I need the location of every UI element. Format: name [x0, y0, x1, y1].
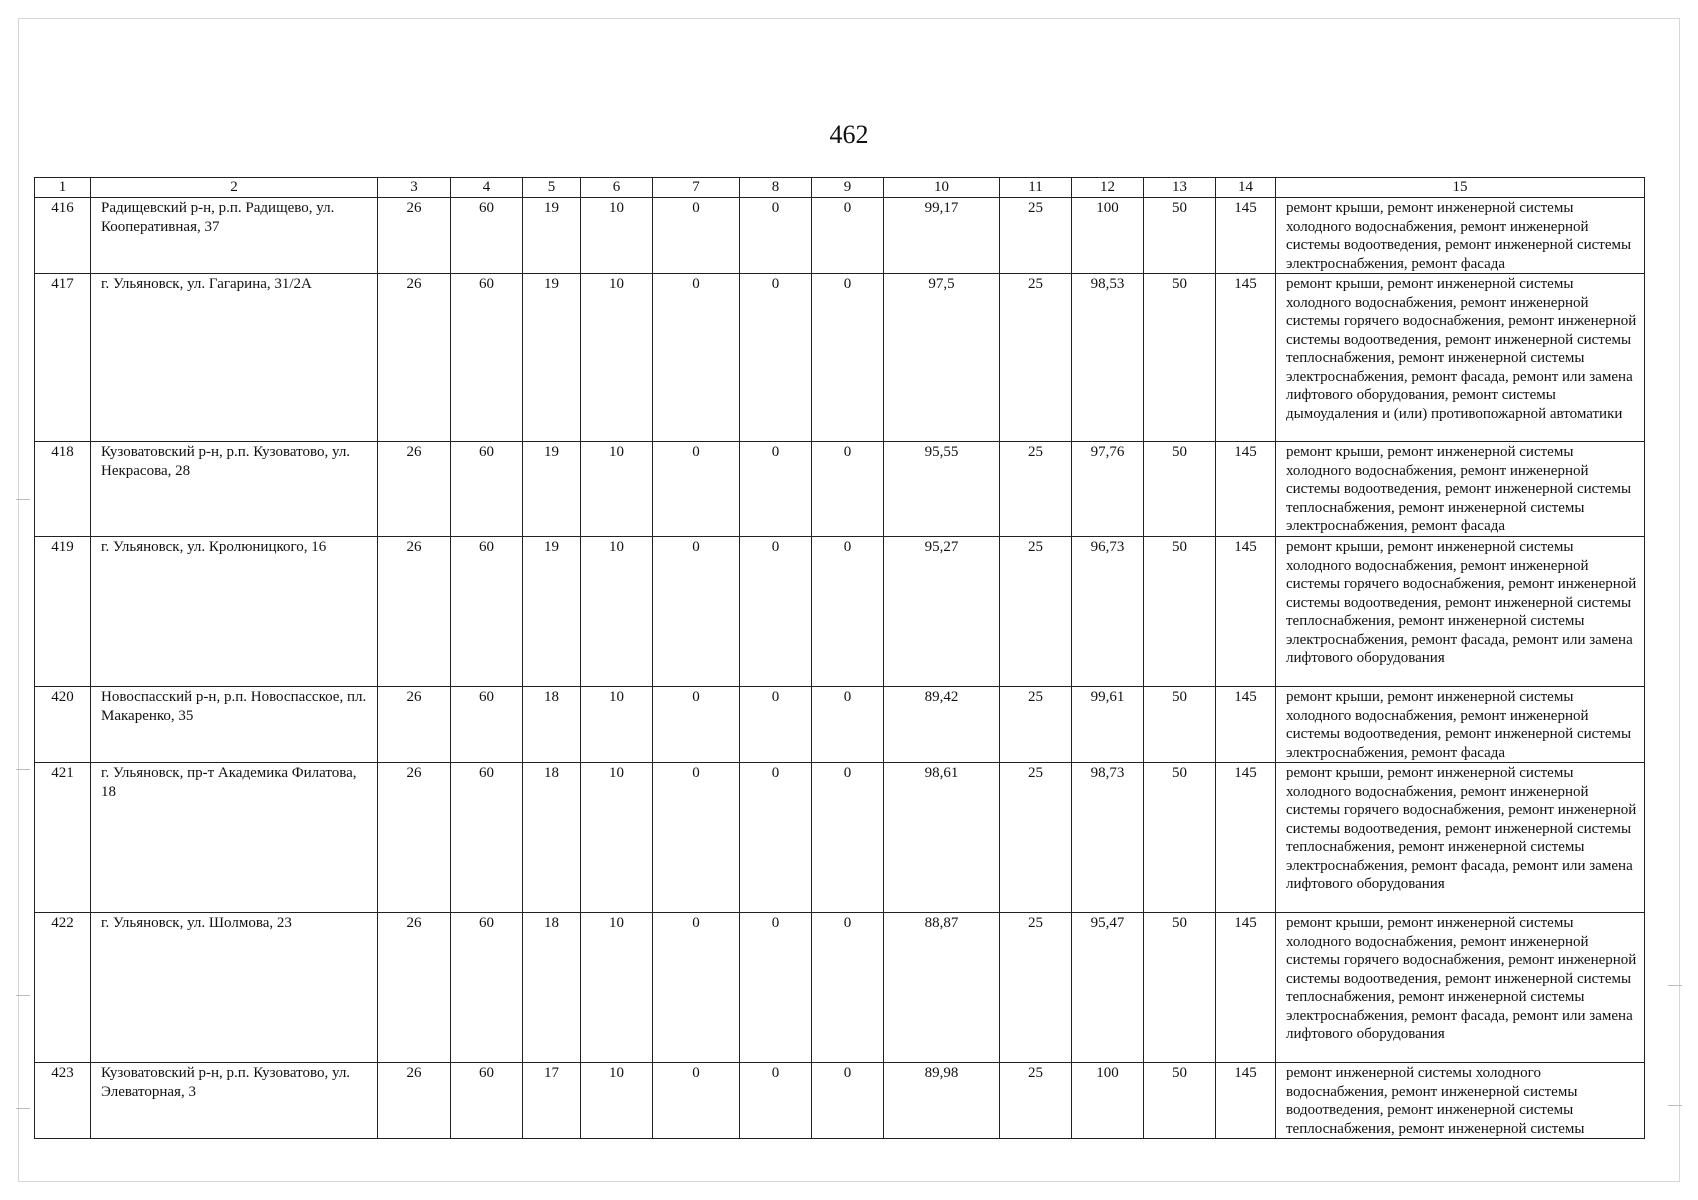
value-cell: 25 — [1000, 763, 1072, 913]
value-cell: 10 — [581, 274, 653, 442]
value-cell: 50 — [1144, 1063, 1216, 1139]
table-row — [35, 1063, 1645, 1139]
value-cell: 60 — [451, 913, 523, 1063]
value-cell: 96,73 — [1072, 537, 1144, 687]
value-cell: 26 — [378, 442, 451, 537]
value-cell: 10 — [581, 763, 653, 913]
value-cell: 0 — [812, 1063, 884, 1139]
value-cell: 0 — [653, 913, 740, 1063]
value-cell: 95,55 — [884, 442, 1000, 537]
value-cell: 18 — [523, 913, 581, 1063]
value-cell: 0 — [812, 537, 884, 687]
value-cell: 100 — [1072, 198, 1144, 274]
value-cell: 95,27 — [884, 537, 1000, 687]
address-cell: Кузоватовский р-н, р.п. Кузоватово, ул. Элеваторная, 3 — [91, 1063, 378, 1139]
value-cell: 19 — [523, 198, 581, 274]
value-cell: 145 — [1216, 913, 1276, 1063]
value-cell: 145 — [1216, 198, 1276, 274]
column-header: 6 — [581, 178, 653, 198]
value-cell: 0 — [740, 913, 812, 1063]
value-cell: 0 — [812, 274, 884, 442]
value-cell: 10 — [581, 687, 653, 763]
value-cell: 0 — [812, 687, 884, 763]
value-cell: 97,76 — [1072, 442, 1144, 537]
value-cell: 145 — [1216, 537, 1276, 687]
page-number: 462 — [829, 120, 869, 149]
row-number-cell: 418 — [35, 442, 91, 537]
scan-mark — [16, 769, 30, 770]
address-cell: г. Ульяновск, ул. Кролюницкого, 16 — [91, 537, 378, 687]
value-cell: 10 — [581, 442, 653, 537]
works-cell: ремонт инженерной системы холодного водоснабжения, ремонт инженерной системы водоотведения, ремонт инженерной системы теплоснабжения, ремонт инженерной системы — [1276, 1063, 1645, 1139]
address-cell: Новоспасский р-н, р.п. Новоспасское, пл. Макаренко, 35 — [91, 687, 378, 763]
address-cell: г. Ульяновск, ул. Гагарина, 31/2А — [91, 274, 378, 442]
column-header: 3 — [378, 178, 451, 198]
column-header: 12 — [1072, 178, 1144, 198]
value-cell: 18 — [523, 687, 581, 763]
row-number-cell: 423 — [35, 1063, 91, 1139]
value-cell: 60 — [451, 1063, 523, 1139]
works-cell: ремонт крыши, ремонт инженерной системы холодного водоснабжения, ремонт инженерной системы горячего водоснабжения, ремонт инженерной системы водоотведения, ремонт инженерной системы теплоснабжения, ремонт инженерной системы электроснабжения, ремонт фасада, ремонт или замена лифтового оборудования — [1276, 537, 1645, 687]
value-cell: 0 — [653, 537, 740, 687]
value-cell: 0 — [740, 442, 812, 537]
scan-mark — [1668, 985, 1682, 986]
value-cell: 89,42 — [884, 687, 1000, 763]
column-header: 2 — [91, 178, 378, 198]
value-cell: 18 — [523, 763, 581, 913]
value-cell: 60 — [451, 274, 523, 442]
value-cell: 10 — [581, 537, 653, 687]
value-cell: 50 — [1144, 442, 1216, 537]
table-row — [35, 913, 1645, 1063]
value-cell: 145 — [1216, 1063, 1276, 1139]
value-cell: 60 — [451, 687, 523, 763]
value-cell: 60 — [451, 537, 523, 687]
value-cell: 88,87 — [884, 913, 1000, 1063]
value-cell: 50 — [1144, 274, 1216, 442]
row-number-cell: 419 — [35, 537, 91, 687]
value-cell: 19 — [523, 537, 581, 687]
value-cell: 0 — [812, 198, 884, 274]
value-cell: 26 — [378, 687, 451, 763]
value-cell: 0 — [653, 274, 740, 442]
table-row — [35, 687, 1645, 763]
column-header: 4 — [451, 178, 523, 198]
value-cell: 100 — [1072, 1063, 1144, 1139]
column-header: 9 — [812, 178, 884, 198]
value-cell: 10 — [581, 1063, 653, 1139]
row-number-cell: 421 — [35, 763, 91, 913]
value-cell: 0 — [812, 913, 884, 1063]
column-header: 11 — [1000, 178, 1072, 198]
works-cell: ремонт крыши, ремонт инженерной системы холодного водоснабжения, ремонт инженерной системы горячего водоснабжения, ремонт инженерной системы водоотведения, ремонт инженерной системы теплоснабжения, ремонт инженерной системы электроснабжения, ремонт фасада, ремонт или замена лифтового оборудования — [1276, 913, 1645, 1063]
value-cell: 0 — [653, 198, 740, 274]
value-cell: 25 — [1000, 274, 1072, 442]
value-cell: 0 — [812, 763, 884, 913]
value-cell: 26 — [378, 537, 451, 687]
value-cell: 99,17 — [884, 198, 1000, 274]
row-number-cell: 417 — [35, 274, 91, 442]
value-cell: 25 — [1000, 537, 1072, 687]
value-cell: 145 — [1216, 763, 1276, 913]
value-cell: 19 — [523, 274, 581, 442]
value-cell: 145 — [1216, 442, 1276, 537]
value-cell: 25 — [1000, 198, 1072, 274]
value-cell: 0 — [740, 274, 812, 442]
value-cell: 25 — [1000, 913, 1072, 1063]
row-number-cell: 416 — [35, 198, 91, 274]
value-cell: 50 — [1144, 913, 1216, 1063]
column-header: 13 — [1144, 178, 1216, 198]
table-row — [35, 274, 1645, 442]
value-cell: 0 — [653, 763, 740, 913]
value-cell: 17 — [523, 1063, 581, 1139]
column-header: 7 — [653, 178, 740, 198]
value-cell: 98,73 — [1072, 763, 1144, 913]
value-cell: 60 — [451, 198, 523, 274]
scan-mark — [1668, 1105, 1682, 1106]
table-header — [35, 178, 1645, 198]
row-number-cell: 420 — [35, 687, 91, 763]
repair-registry-table — [34, 177, 1645, 1139]
scan-mark — [16, 995, 30, 996]
column-header: 8 — [740, 178, 812, 198]
table-body — [35, 198, 1645, 1139]
works-cell: ремонт крыши, ремонт инженерной системы холодного водоснабжения, ремонт инженерной системы горячего водоснабжения, ремонт инженерной системы водоотведения, ремонт инженерной системы теплоснабжения, ремонт инженерной системы электроснабжения, ремонт фасада, ремонт или замена лифтового оборудования, ремонт системы дымоудаления и (или) противопожарной автоматики — [1276, 274, 1645, 442]
table-row — [35, 537, 1645, 687]
address-cell: Кузоватовский р-н, р.п. Кузоватово, ул. Некрасова, 28 — [91, 442, 378, 537]
value-cell: 0 — [653, 442, 740, 537]
row-number-cell: 422 — [35, 913, 91, 1063]
table-row — [35, 763, 1645, 913]
column-header: 5 — [523, 178, 581, 198]
value-cell: 26 — [378, 913, 451, 1063]
table-row — [35, 198, 1645, 274]
value-cell: 0 — [740, 198, 812, 274]
value-cell: 145 — [1216, 274, 1276, 442]
value-cell: 26 — [378, 274, 451, 442]
works-cell: ремонт крыши, ремонт инженерной системы холодного водоснабжения, ремонт инженерной системы водоотведения, ремонт инженерной системы электроснабжения, ремонт фасада — [1276, 687, 1645, 763]
value-cell: 98,61 — [884, 763, 1000, 913]
value-cell: 89,98 — [884, 1063, 1000, 1139]
value-cell: 0 — [740, 537, 812, 687]
address-cell: г. Ульяновск, пр-т Академика Филатова, 18 — [91, 763, 378, 913]
value-cell: 0 — [740, 763, 812, 913]
value-cell: 10 — [581, 198, 653, 274]
value-cell: 0 — [812, 442, 884, 537]
works-cell: ремонт крыши, ремонт инженерной системы холодного водоснабжения, ремонт инженерной системы горячего водоснабжения, ремонт инженерной системы водоотведения, ремонт инженерной системы теплоснабжения, ремонт инженерной системы электроснабжения, ремонт фасада, ремонт или замена лифтового оборудования — [1276, 763, 1645, 913]
scan-mark — [16, 499, 30, 500]
value-cell: 10 — [581, 913, 653, 1063]
value-cell: 97,5 — [884, 274, 1000, 442]
value-cell: 95,47 — [1072, 913, 1144, 1063]
column-header: 15 — [1276, 178, 1645, 198]
address-cell: Радищевский р-н, р.п. Радищево, ул. Кооперативная, 37 — [91, 198, 378, 274]
value-cell: 25 — [1000, 687, 1072, 763]
value-cell: 25 — [1000, 1063, 1072, 1139]
value-cell: 25 — [1000, 442, 1072, 537]
table-row — [35, 442, 1645, 537]
value-cell: 26 — [378, 198, 451, 274]
value-cell: 99,61 — [1072, 687, 1144, 763]
value-cell: 19 — [523, 442, 581, 537]
value-cell: 0 — [653, 687, 740, 763]
value-cell: 0 — [740, 687, 812, 763]
value-cell: 50 — [1144, 198, 1216, 274]
address-cell: г. Ульяновск, ул. Шолмова, 23 — [91, 913, 378, 1063]
works-cell: ремонт крыши, ремонт инженерной системы холодного водоснабжения, ремонт инженерной системы водоотведения, ремонт инженерной системы теплоснабжения, ремонт инженерной системы электроснабжения, ремонт фасада — [1276, 442, 1645, 537]
value-cell: 60 — [451, 442, 523, 537]
value-cell: 50 — [1144, 763, 1216, 913]
value-cell: 98,53 — [1072, 274, 1144, 442]
value-cell: 145 — [1216, 687, 1276, 763]
scan-mark — [16, 1108, 30, 1109]
column-header: 1 — [35, 178, 91, 198]
value-cell: 0 — [740, 1063, 812, 1139]
column-header: 14 — [1216, 178, 1276, 198]
value-cell: 50 — [1144, 537, 1216, 687]
value-cell: 0 — [653, 1063, 740, 1139]
column-number-row — [35, 178, 1645, 198]
column-header: 10 — [884, 178, 1000, 198]
value-cell: 26 — [378, 1063, 451, 1139]
value-cell: 50 — [1144, 687, 1216, 763]
works-cell: ремонт крыши, ремонт инженерной системы холодного водоснабжения, ремонт инженерной системы водоотведения, ремонт инженерной системы электроснабжения, ремонт фасада — [1276, 198, 1645, 274]
value-cell: 60 — [451, 763, 523, 913]
value-cell: 26 — [378, 763, 451, 913]
